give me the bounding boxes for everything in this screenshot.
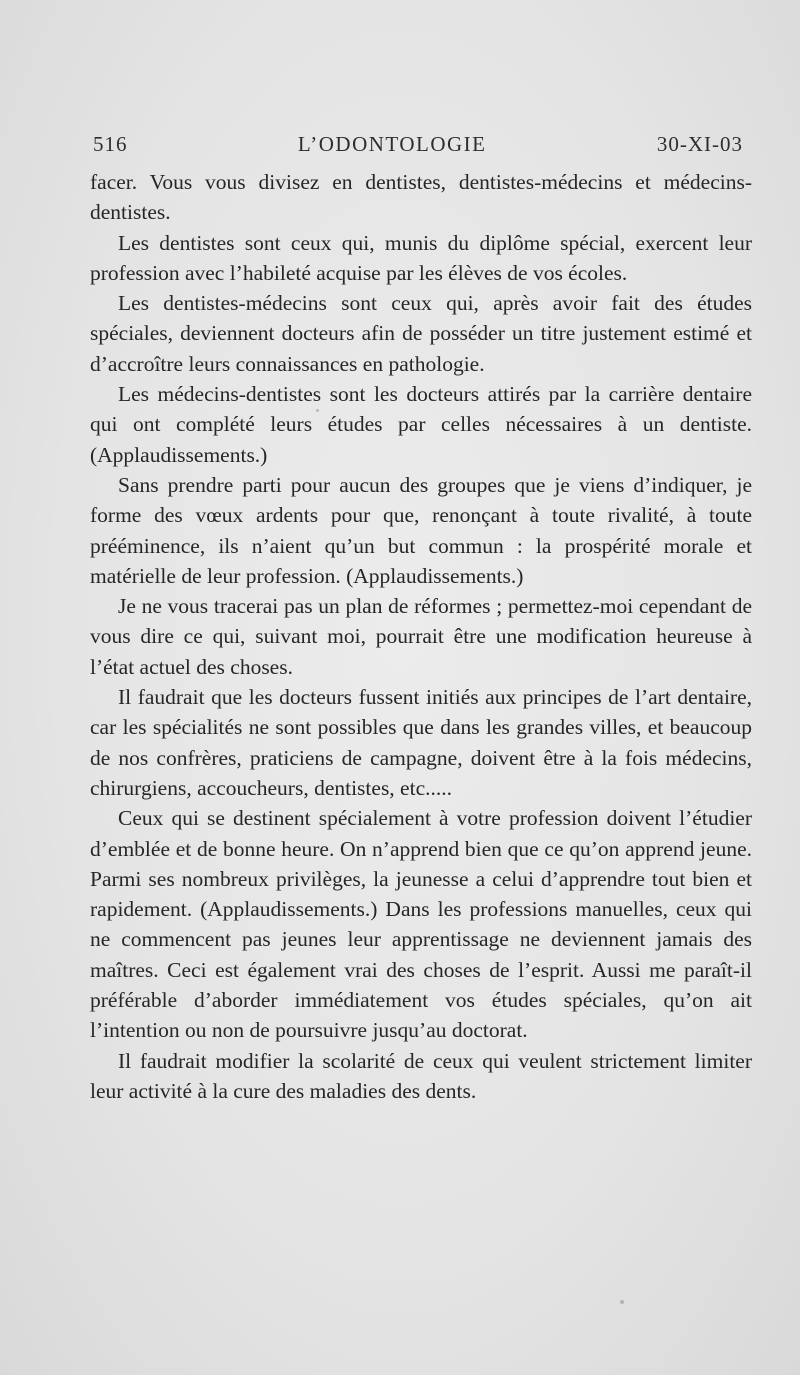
paragraph: Les médecins-dentistes sont les docteurs attirés par la carrière dentaire qui ont complété leurs études par celles nécessaires à un dentiste. (Applaudissements.) [90, 382, 752, 467]
issue-date: 30-XI-03 [656, 132, 743, 156]
paragraph: Les dentistes-médecins sont ceux qui, après avoir fait des études spéciales, deviennent docteurs afin de posséder un titre justement estimé et d’accroître leurs connaissances en pathologie. [90, 291, 752, 376]
paragraph: Ceux qui se destinent spécialement à votre profession doivent l’étudier d’emblée et de bonne heure. On n’apprend bien que ce qu’on apprend jeune. Parmi ses nombreux privilèges, la jeunesse a celui d’apprendre tout bien et rapidement. (Applaudissements.) Dans les professions manuelles, ceux qui ne commencent pas jeunes leur apprentissage ne deviennent jamais des maîtres. Ceci est également vrai des choses de l’esprit. Aussi me paraît-il préférable d’aborder immédiatement vos études spéciales, qu’on ait l’intention ou non de poursuivre jusqu’au doctorat. [90, 806, 752, 1043]
paragraph: Il faudrait modifier la scolarité de ceux qui veulent strictement limiter leur activité à la cure des maladies des dents. [90, 1048, 752, 1103]
page-number: 516 [93, 132, 128, 156]
body-text [90, 167, 752, 1106]
paragraph: facer. Vous vous divisez en dentistes, dentistes-médecins et médecins-dentistes. [90, 170, 752, 225]
paragraph: Il faudrait que les docteurs fussent initiés aux principes de l’art dentaire, car les spécialités ne sont possibles que dans les grandes villes, et beaucoup de nos confrères, praticiens de campagne, doivent être à la fois médecins, chirurgiens, accoucheurs, dentistes, etc..... [90, 685, 752, 800]
running-header [93, 132, 743, 157]
paragraph: Sans prendre parti pour aucun des groupes que je viens d’indiquer, je forme des vœux ardents pour que, renonçant à toute rivalité, à toute prééminence, ils n’aient qu’un but commun : la prospérité morale et matérielle de leur profession. (Applaudissements.) [90, 472, 752, 588]
journal-title: L’ODONTOLOGIE [297, 132, 487, 156]
paragraph: Je ne vous tracerai pas un plan de réformes ; permettez-moi cependant de vous dire ce qui, suivant moi, pourrait être une modification heureuse à l’état actuel des choses. [90, 594, 752, 679]
paper-speck [316, 409, 319, 412]
paper-speck [620, 1300, 624, 1304]
paragraph: Les dentistes sont ceux qui, munis du diplôme spécial, exercent leur profession avec l’habileté acquise par les élèves de vos écoles. [90, 230, 752, 285]
